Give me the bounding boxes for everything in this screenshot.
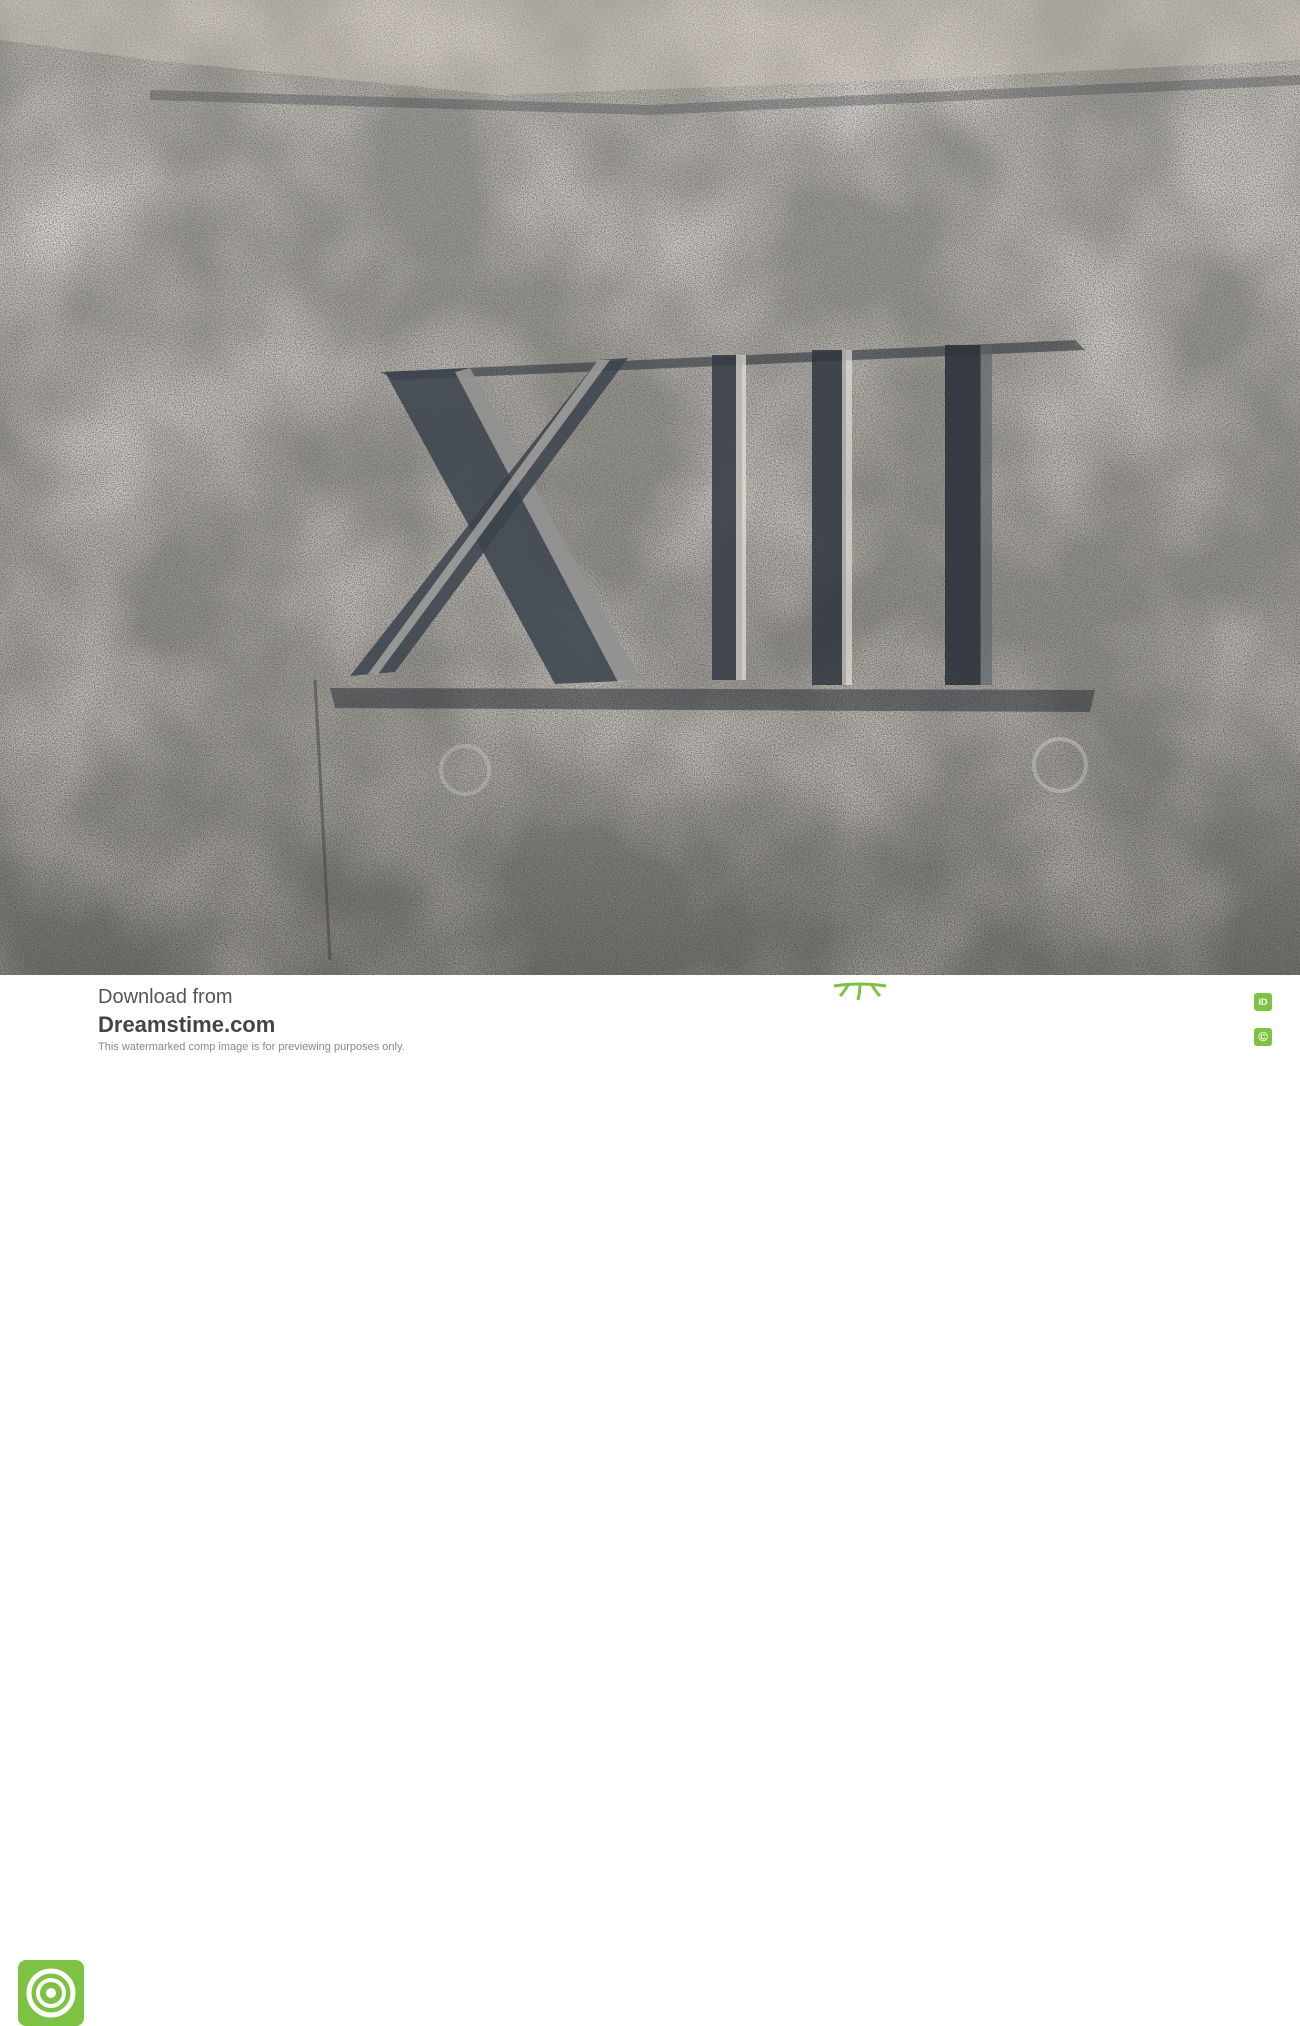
preview-notice: This watermarked comp image is for previewing purposes only. [98, 1041, 405, 1053]
carved-numeral-text [360, 330, 1060, 710]
dreamstime-swirl-icon [18, 1960, 84, 2026]
image-id-badge[interactable]: ID [1254, 993, 1272, 1011]
dreamstime-brand[interactable]: Dreamstime.com [98, 1012, 276, 1037]
download-from-label: Download from [98, 986, 233, 1008]
stone-photo [0, 0, 1300, 975]
copyright-badge[interactable]: © [1254, 1028, 1272, 1046]
sprig-icon [830, 978, 890, 1004]
